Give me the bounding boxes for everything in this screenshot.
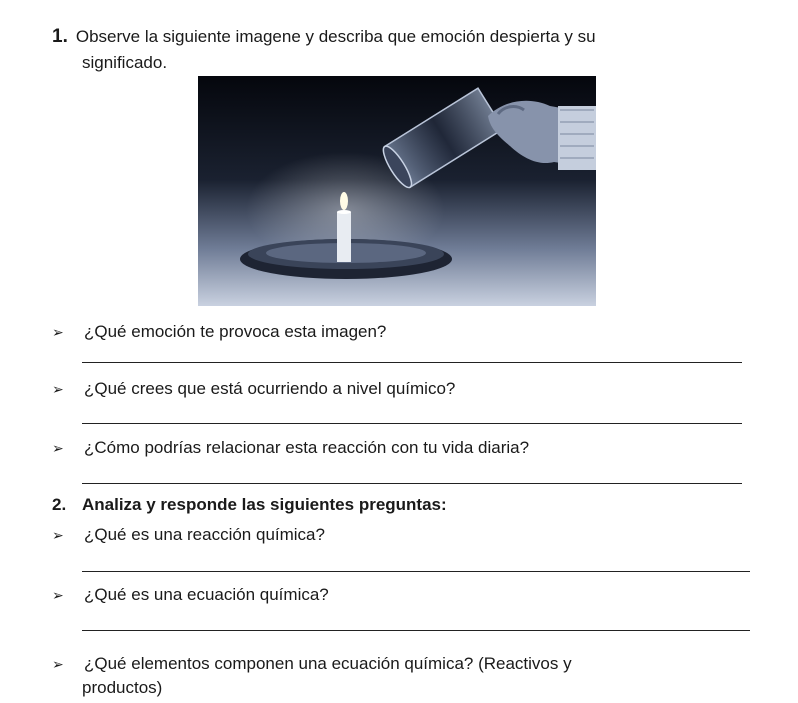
section-2-title: Analiza y responde las siguientes preguntas:: [82, 495, 447, 514]
arrow-bullet-icon: ➢: [52, 587, 64, 603]
section-2-number: 2.: [52, 495, 67, 514]
arrow-bullet-icon: ➢: [52, 324, 64, 340]
question-equation: [52, 583, 329, 607]
question-elements-text-cont: productos): [82, 678, 163, 697]
question-emotion: [52, 320, 386, 344]
candle-under-glass-photo-icon: [198, 76, 596, 306]
candle-glass-photo: [198, 76, 596, 306]
answer-line[interactable]: [82, 362, 742, 363]
question-elements-text: ¿Qué elementos componen una ecuación química? (Reactivos y: [84, 654, 572, 673]
answer-line[interactable]: [82, 483, 742, 484]
arrow-bullet-icon: ➢: [52, 527, 64, 543]
question-elements: [52, 652, 572, 676]
question-1-text: Observe la siguiente imagene y describa que emoción despierta y su: [75, 27, 596, 46]
question-chemical: [52, 377, 455, 401]
question-1: [52, 24, 742, 76]
answer-line[interactable]: [82, 423, 742, 424]
question-emotion-text: ¿Qué emoción te provoca esta imagen?: [84, 322, 387, 341]
question-equation-text: ¿Qué es una ecuación química?: [84, 585, 329, 604]
arrow-bullet-icon: ➢: [52, 440, 64, 456]
arrow-bullet-icon: ➢: [52, 656, 64, 672]
question-1-text-cont: significado.: [82, 53, 168, 72]
question-1-number: 1.: [52, 26, 68, 47]
answer-line[interactable]: [82, 571, 750, 572]
arrow-bullet-icon: ➢: [52, 381, 64, 397]
question-daily-life: [52, 436, 529, 460]
section-2-heading: [52, 495, 447, 515]
question-reaction-text: ¿Qué es una reacción química?: [84, 525, 325, 544]
question-daily-life-text: ¿Cómo podrías relacionar esta reacción con tu vida diaria?: [84, 438, 530, 457]
answer-line[interactable]: [82, 630, 750, 631]
question-reaction: [52, 523, 325, 547]
question-chemical-text: ¿Qué crees que está ocurriendo a nivel químico?: [84, 379, 456, 398]
